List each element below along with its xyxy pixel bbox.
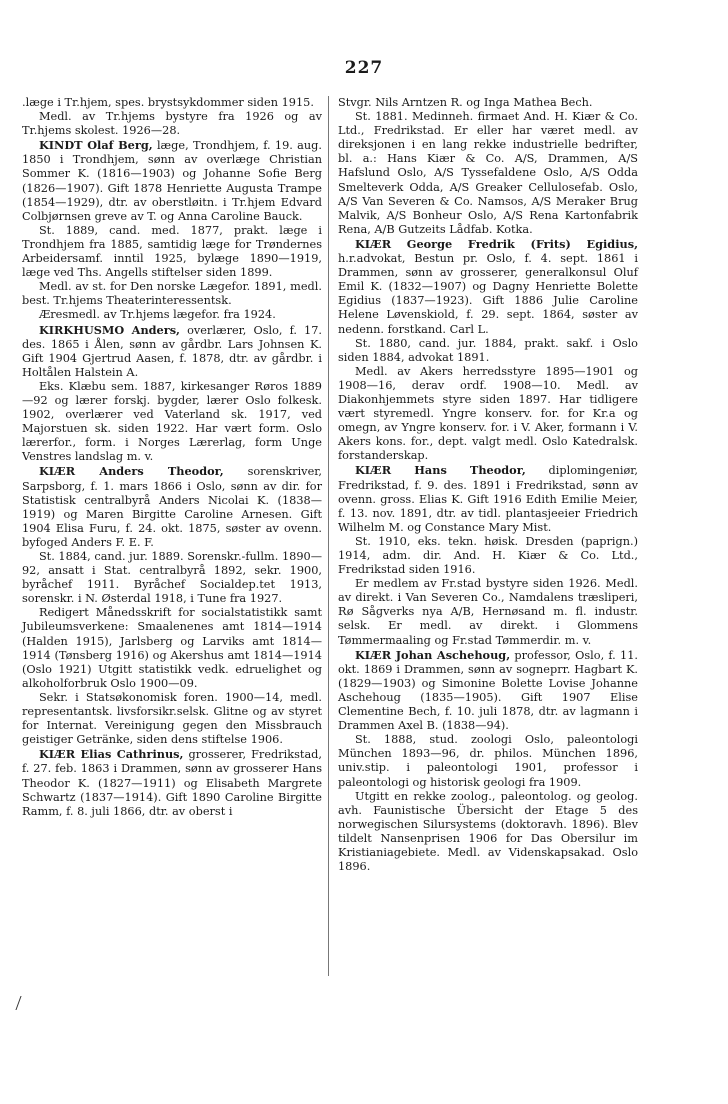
biography-entry [22, 323, 322, 380]
entry-headword: KIÆR George Fredrik (Frits) Egidius, [354, 236, 638, 251]
entry-paragraph: Medl. av st. for Den norske Lægefor. 1891, medl. best. Tr.hjems Theaterinteressentsk. [22, 280, 322, 308]
entry-paragraph: Utgitt en rekke zoolog., paleontolog. og geolog. avh. Faunistische Übersicht der Etage 5 des norwegischen Silursystems (doktoravh. 1896). Blev tildelt Nansenprisen 1906 for Das Obersilur im Kristianiagebiete. Medl. av Videnskapsakad. Oslo 1896. [338, 789, 638, 874]
right-column [338, 96, 638, 874]
crop-mark [15, 996, 24, 1010]
biography-entry [338, 648, 638, 734]
entry-paragraph: Sekr. i Statsøkonomisk foren. 1900—14, medl. representantsk. livsforsikr.selsk. Glitne og av styret for Internat. Vereinigung gegen den Missbrauch geistiger Getränke, siden dens stiftelse 1906. [22, 690, 322, 747]
entry-paragraph: St. 1881. Medinneh. firmaet And. H. Kiær & Co. Ltd., Fredrikstad. Er eller har været medl. av direksjonen i en lang rekke industrielle bedrifter, bl. a.: Hans Kiær & Co. A/S, Drammen, A/S Hafslund Oslo, A/S Tyssefaldene Oslo, A/S Odda Smelteverk Odda, A/S Greaker Cellulosefab. Oslo, A/S Van Severen & Co. Namsos, A/S Meraker Brug Malvik, A/S Bonheur Oslo, A/S Rena Kartonfabrik Rena, A/B Gutzeits Lådfab. Kotka. [338, 110, 638, 236]
biography-entry [338, 463, 638, 534]
biography-entry [22, 747, 322, 818]
entry-paragraph: St. 1884, cand. jur. 1889. Sorenskr.-fullm. 1890—92, ansatt i Stat. centralbyrå 1892, sekr. 1900, byråchef 1911. Byråchef Socialdep.tet 1913, sorenskr. i N. Østerdal 1918, i Tune fra 1927. [22, 550, 322, 606]
entry-text: læge, Trondhjem, f. 19. aug. 1850 i Trondhjem, sønn av overlæge Christian Sommer K. (1816—1903) og Johanne Sofie Berg (1826—1907). Gift 1878 Henriette Augusta Trampe (1854—1929), dtr. av oberstløitn. i Tr.hjem Edvard Colbjørnsen greve av T. og Anna Caroline Bauck. [22, 139, 322, 223]
entry-paragraph: St. 1888, stud. zoologi Oslo, paleontologi München 1893—96, dr. philos. München 1896, univ.stip. i paleontologi 1901, professor i paleontologi og historisk geologi fra 1909. [338, 733, 638, 789]
entry-text: overlærer, Oslo, f. 17. des. 1865 i Ålen, sønn av gårdbr. Lars Johnsen K. Gift 1904 Gjertrud Aasen, f. 1878, dtr. av gårdbr. i Holtålen Halstein A. [22, 323, 322, 379]
entry-paragraph: Eks. Klæbu sem. 1887, kirkesanger Røros 1889—92 og lærer forskj. bygder, lærer Oslo folkesk. 1902, overlærer ved Vaterland sk. 1917, ved Majorstuen sk. siden 1922. Har vært form. Oslo lærerfor., form. i Norges Lærerlag, form Unge Venstres landslag m. v. [22, 379, 322, 464]
biography-entry [22, 464, 322, 550]
entry-paragraph: Redigert Månedsskrift for socialstatistikk samt Jubileumsverkene: Smaalenenes amt 1814—1914 (Halden 1915), Jarlsberg og Larviks amt 1814—1914 (Tønsberg 1916) og Akershus amt 1814—1914 (Oslo 1921) Utgitt statistikk vedk. edruelighet og alkoholforbruk Oslo 1900—09. [22, 606, 322, 690]
continued-text: .læge i Tr.hjem, spes. brystsykdommer siden 1915. [22, 96, 314, 109]
entry-text: grosserer, Fredrikstad, f. 27. feb. 1863 i Drammen, sønn av grosserer Hans Theodor K. (1827—1911) og Elisabeth Margrete Schwartz (1837—1914). Gift 1890 Caroline Birgitte Ramm, f. 8. juli 1866, dtr. av oberst i [22, 748, 323, 818]
entry-paragraph: Æresmedl. av Tr.hjems lægefor. fra 1924. [38, 308, 276, 322]
entry-paragraph: St. 1910, eks. tekn. høisk. Dresden (paprign.) 1914, adm. dir. And. H. Kiær & Co. Ltd., Fredrikstad siden 1916. [338, 534, 638, 577]
left-column [22, 96, 322, 819]
continued-text: Stvgr. Nils Arntzen R. og Inga Mathea Bech. [338, 96, 593, 109]
entry-headword: KIÆR Elias Cathrinus, [38, 747, 184, 762]
entry-text: h.r.advokat, Bestun pr. Oslo, f. 4. sept. 1861 i Drammen, sønn av grosserer, generalkonsul Oluf Emil K. (1832—1907) og Dagny Henriette Bolette Egidius (1837—1923). Gift 1886 Julie Caroline Helene Løvenskiold, f. 29. sept. 1864, søster av nedenn. forstkand. Carl L. [338, 252, 638, 336]
entry-headword: KINDT Olaf Berg, [38, 138, 153, 153]
entry-paragraph: Er medlem av Fr.stad bystyre siden 1926. Medl. av direkt. i Van Severen Co., Namdalens træsliperi, Rø Sågverks nya A/B, Hernøsand m. fl. industr. selsk. Er medl. av direkt. i Glommens Tømmermaaling og Fr.stad Tømmerdir. m. v. [338, 577, 638, 647]
entry-text: sorenskriver, Sarpsborg, f. 1. mars 1866 i Oslo, sønn av dir. for Statistisk centralbyrå Anders Nicolai K. (1838—1919) og Maren Birgitte Caroline Arnesen. Gift 1904 Elisa Furu, f. 24. okt. 1875, søster av ovenn. byfoged Anders F. E. F. [22, 465, 322, 549]
entry-headword: KIRKHUSMO Anders, [38, 322, 180, 337]
entry-paragraph: Medl. av Akers herredsstyre 1895—1901 og 1908—16, derav ordf. 1908—10. Medl. av Diakonhjemmets styre siden 1897. Har tidligere vært styremedl. Yngre konserv. for. for Kr.a og omegn, av Yngre konserv. for. i V. Aker, formann i V. Akers kons. for., dept. valgt medl. Oslo Katedralsk. forstanderskap. [338, 364, 638, 463]
entry-paragraph: Medl. av Tr.hjems bystyre fra 1926 og av Tr.hjems skolest. 1926—28. [22, 110, 322, 138]
entry-paragraph: St. 1880, cand. jur. 1884, prakt. sakf. i Oslo siden 1884, advokat 1891. [338, 336, 638, 364]
column-divider [328, 96, 329, 976]
biography-entry [22, 138, 322, 224]
entry-text: diplomingeniør, Fredrikstad, f. 9. des. 1891 i Fredrikstad, sønn av ovenn. gross. Elias K. Gift 1916 Edith Emilie Meier, f. 13. nov. 1891, dtr. av tidl. plantasjeeier Friedrich Wilhelm M. og Constance Mary Mist. [338, 464, 638, 534]
biography-entry [338, 237, 638, 337]
entry-headword: KIÆR Johan Aschehoug, [354, 647, 511, 662]
page-number: 227 [344, 58, 384, 78]
entry-headword: KIÆR Hans Theodor, [354, 463, 526, 478]
entry-paragraph: St. 1889, cand. med. 1877, prakt. læge i Trondhjem fra 1885, samtidig læge for Trøndernes Arbeidersamf. inntil 1925, bylæge 1890—1919, læge ved Ths. Angells stiftelser siden 1899. [22, 223, 322, 280]
entry-text: professor, Oslo, f. 11. okt. 1869 i Drammen, sønn av sogneprr. Hagbart K. (1829—1903) og Simonine Bolette Lovise Johanne Aschehoug (1835—1905). Gift 1907 Elise Clementine Bech, f. 10. juli 1878, dtr. av lagmann i Drammen Axel B. (1838—94). [338, 648, 638, 733]
entry-headword: KIÆR Anders Theodor, [38, 464, 224, 479]
